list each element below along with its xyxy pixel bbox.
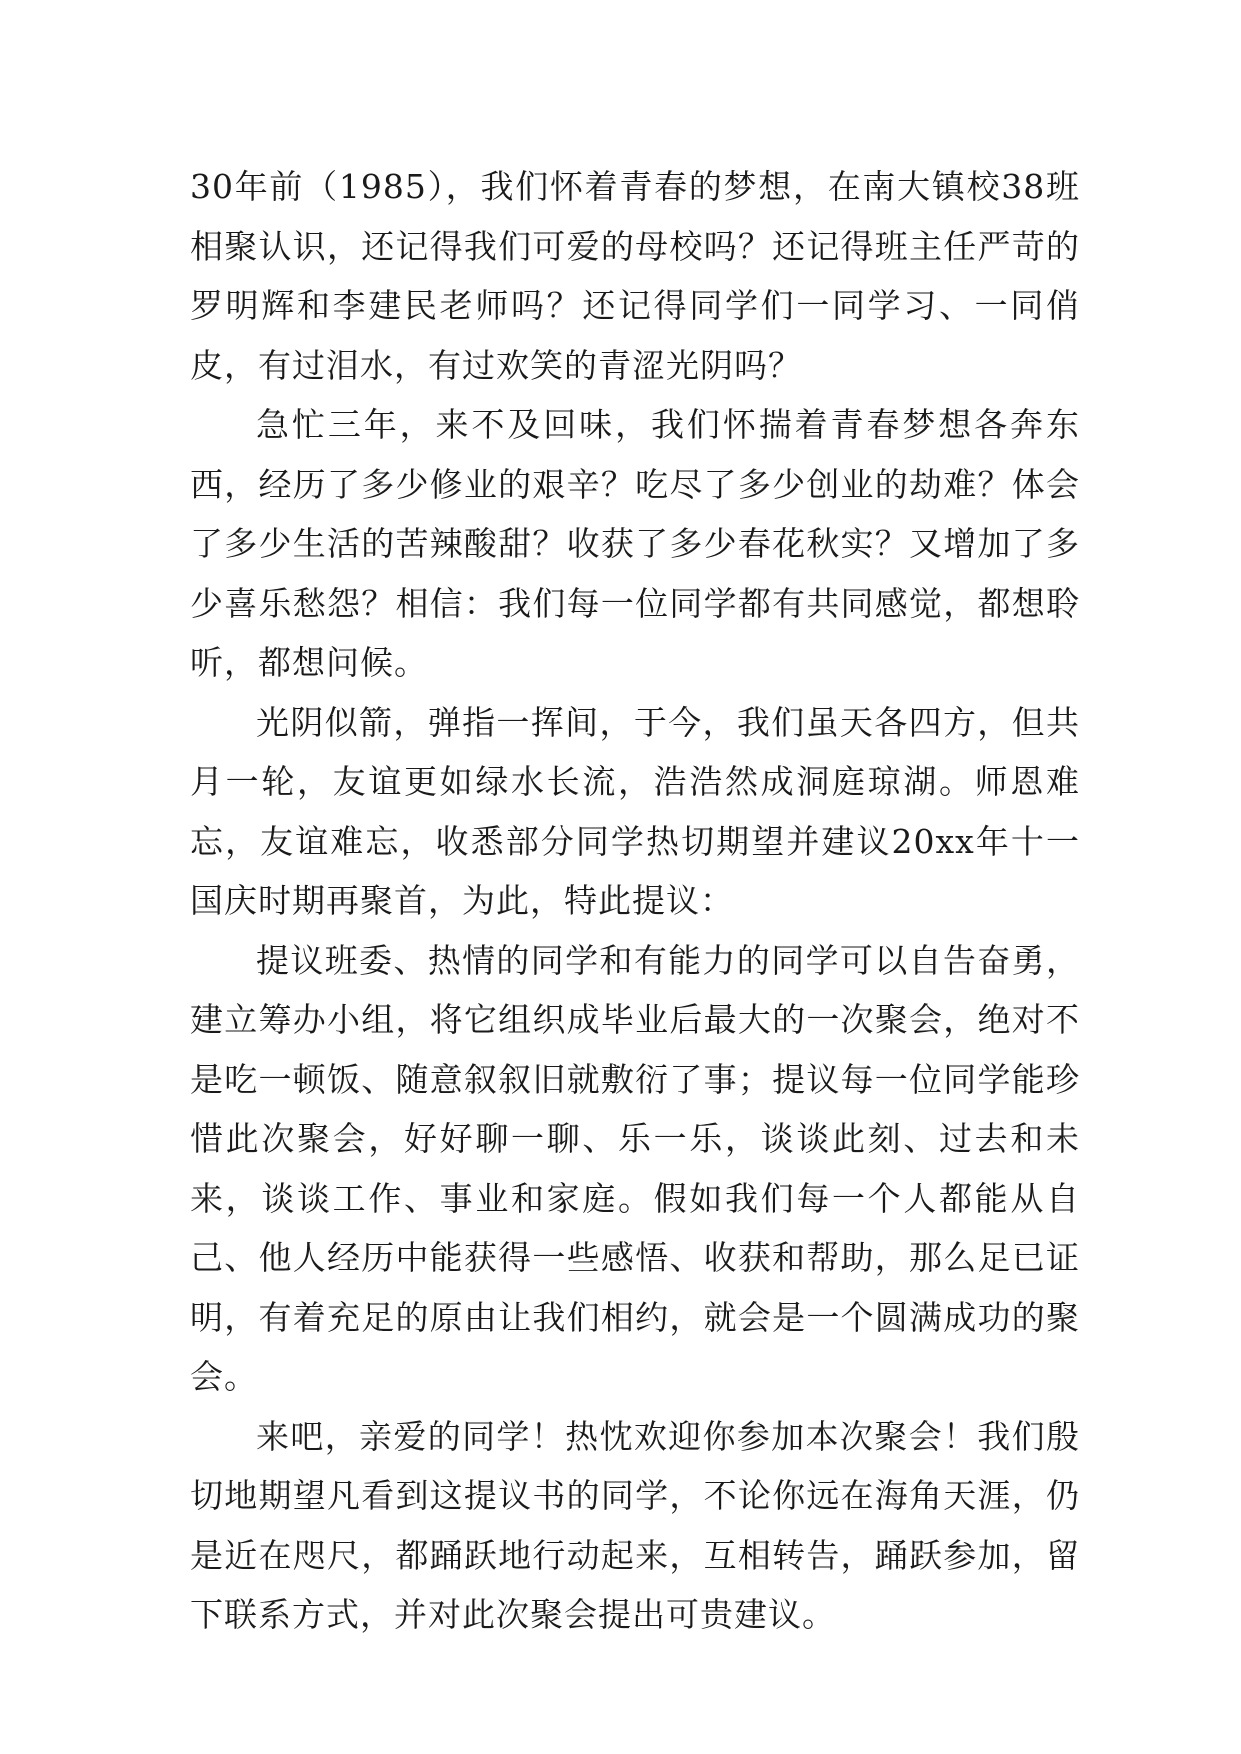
paragraph-3: 光阴似箭，弹指一挥间，于今，我们虽天各四方，但共月一轮，友谊更如绿水长流，浩浩然成洞庭琼湖。师恩难忘，友谊难忘，收悉部分同学热切期望并建议20xx年十一国庆时期再聚首，为此，特此提议： [190,702,1080,920]
paragraph-4: 提议班委、热情的同学和有能力的同学可以自告奋勇，建立筹办小组，将它组织成毕业后最大的一次聚会，绝对不是吃一顿饭、随意叙叙旧就敷衍了事；提议每一位同学能珍惜此次聚会，好好聊一聊、乐一乐，谈谈此刻、过去和未来，谈谈工作、事业和家庭。假如我们每一个人都能从自己、他人经历中能获得一些感悟、收获和帮助，那么足已证明，有着充足的原由让我们相约，就会是一个圆满成功的聚会。 [190,940,1080,1396]
paragraph-1: 30年前（1985），我们怀着青春的梦想，在南大镇校38班相聚认识，还记得我们可爱的母校吗？还记得班主任严苛的罗明辉和李建民老师吗？还记得同学们一同学习、一同俏皮，有过泪水，有过欢笑的青涩光阴吗？ [190,167,1080,385]
paragraph-5: 来吧，亲爱的同学！热忱欢迎你参加本次聚会！我们殷切地期望凡看到这提议书的同学，不论你远在海角天涯，仍是近在咫尺，都踊跃地行动起来，互相转告，踊跃参加，留下联系方式，并对此次聚会提出可贵建议。 [190,1416,1080,1634]
document-body [190,157,1080,1645]
paragraph-2: 急忙三年，来不及回味，我们怀揣着青春梦想各奔东西，经历了多少修业的艰辛？吃尽了多少创业的劫难？体会了多少生活的苦辣酸甜？收获了多少春花秋实？又增加了多少喜乐愁怨？相信：我们每一位同学都有共同感觉，都想聆听，都想问候。 [190,405,1080,682]
